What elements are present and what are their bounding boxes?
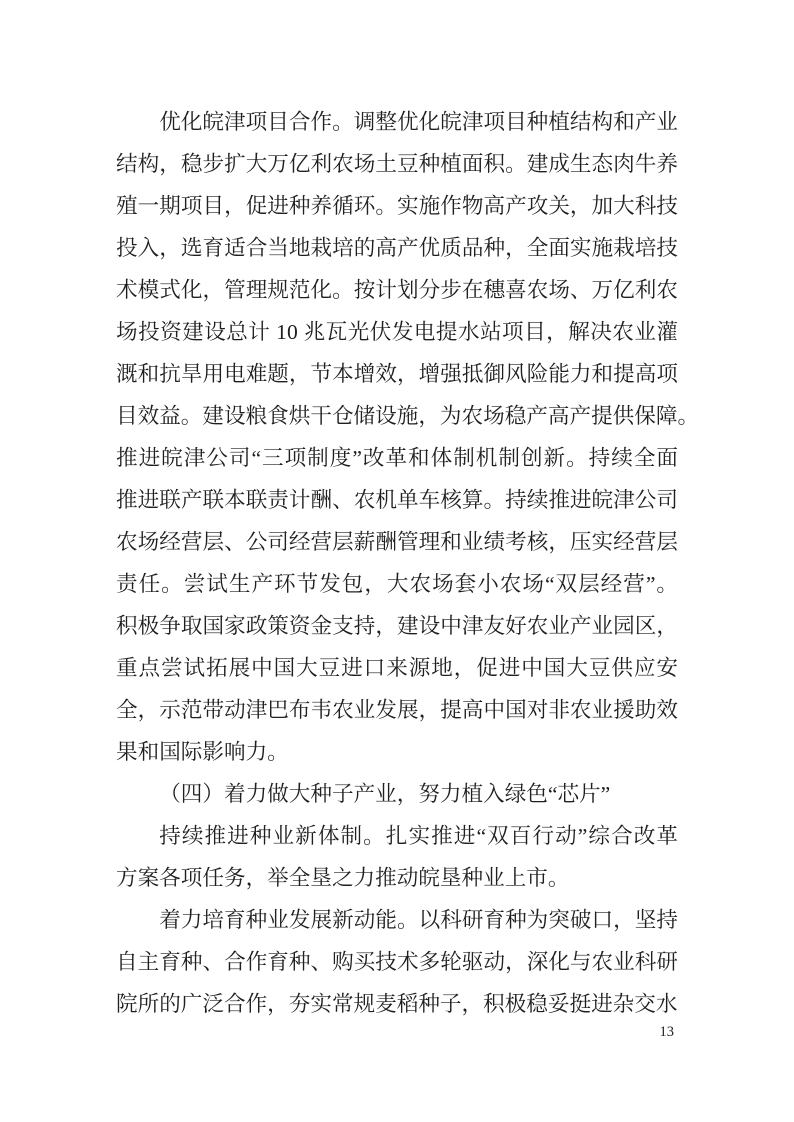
heading-section-four-seed-industry — [116, 773, 678, 815]
paragraph-wanjin-project-cooperation — [116, 101, 700, 773]
text-line: （四）着力做大种子产业，努力植入绿色“芯片” — [159, 782, 611, 806]
text-line: 推进皖津公司“三项制度”改革和体制机制创新。持续全面 — [116, 446, 678, 470]
text-line: 方案各项任务，举全垦之力推动皖垦种业上市。 — [116, 866, 570, 890]
text-line: 责任。尝试生产环节发包，大农场套小农场“双层经营”。 — [116, 572, 678, 596]
text-line: 结构，稳步扩大万亿利农场土豆种植面积。建成生态肉牛养 — [116, 152, 678, 176]
text-line: 重点尝试拓展中国大豆进口来源地，促进中国大豆供应安 — [116, 656, 678, 680]
text-line: 院所的广泛合作，夯实常规麦稻种子，积极稳妥挺进杂交水 — [116, 992, 678, 1016]
document-body — [116, 101, 700, 1025]
text-line: 优化皖津项目合作。调整优化皖津项目种植结构和产业 — [159, 110, 678, 134]
text-line: 推进联产联本联责计酬、农机单车核算。持续推进皖津公司 — [116, 488, 678, 512]
paragraph-seed-industry-system — [116, 815, 678, 899]
page-number: 13 — [659, 1024, 674, 1040]
text-line: 投入，选育适合当地栽培的高产优质品种，全面实施栽培技 — [116, 236, 678, 260]
text-line: 着力培育种业发展新动能。以科研育种为突破口，坚持 — [159, 908, 678, 932]
text-line: 自主育种、合作育种、购买技术多轮驱动，深化与农业科研 — [116, 950, 678, 974]
text-line: 目效益。建设粮食烘干仓储设施，为农场稳产高产提供保障。 — [116, 404, 700, 428]
text-line: 全，示范带动津巴布韦农业发展，提高中国对非农业援助效 — [116, 698, 678, 722]
text-line: 场投资建设总计 10 兆瓦光伏发电提水站项目，解决农业灌 — [116, 320, 678, 344]
paragraph-seed-industry-momentum — [116, 899, 678, 1025]
text-line: 溉和抗旱用电难题，节本增效，增强抵御风险能力和提高项 — [116, 362, 678, 386]
text-line: 持续推进种业新体制。扎实推进“双百行动”综合改革 — [159, 824, 678, 848]
text-line: 果和国际影响力。 — [116, 740, 289, 764]
text-line: 殖一期项目，促进种养循环。实施作物高产攻关，加大科技 — [116, 194, 678, 218]
text-line: 积极争取国家政策资金支持，建设中津友好农业产业园区， — [116, 614, 678, 638]
text-line: 术模式化，管理规范化。按计划分步在穗喜农场、万亿利农 — [116, 278, 678, 302]
text-line: 农场经营层、公司经营层薪酬管理和业绩考核，压实经营层 — [116, 530, 678, 554]
